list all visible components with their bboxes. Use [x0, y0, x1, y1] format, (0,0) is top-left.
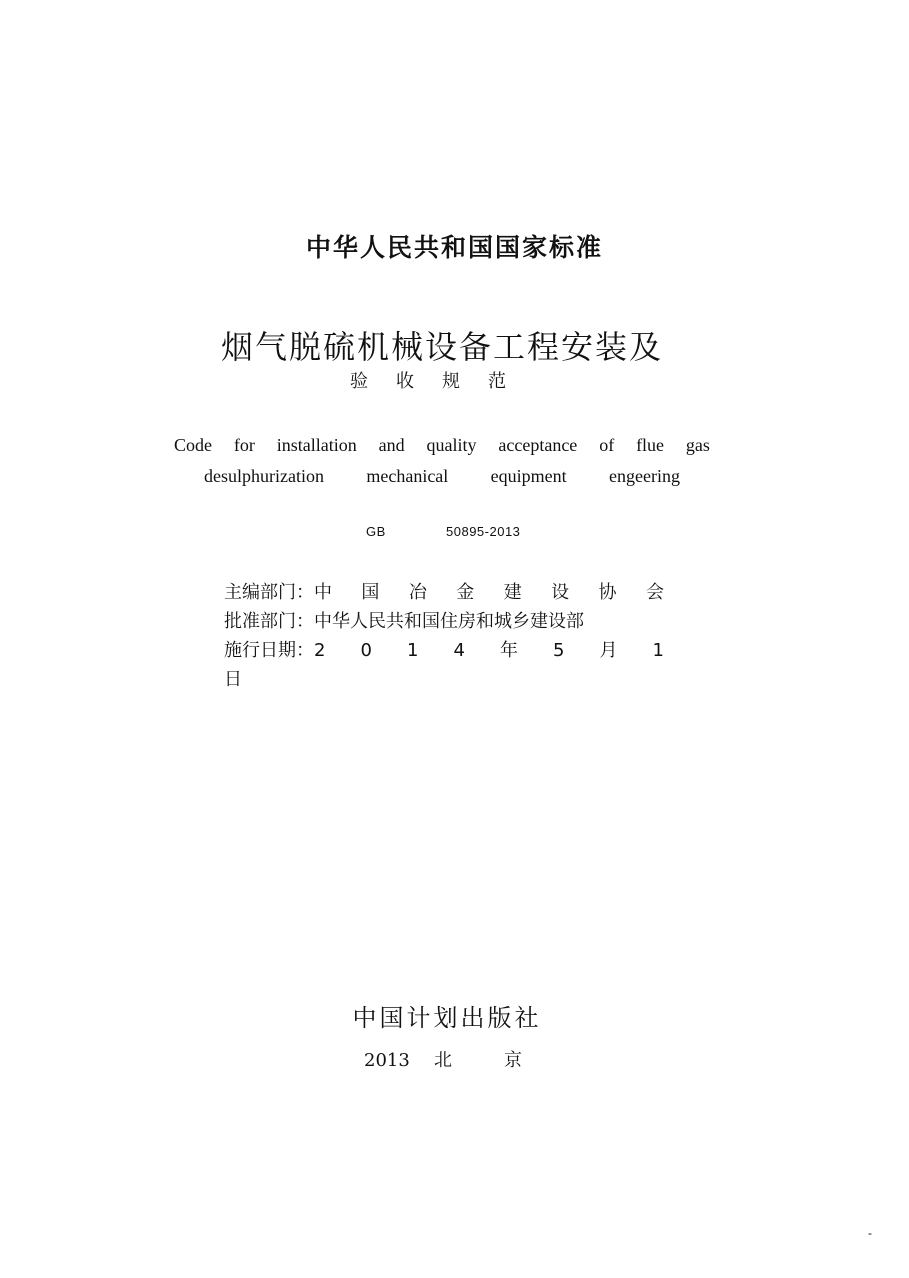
- title-en-line-1: [174, 430, 710, 461]
- editor-char: 协: [598, 582, 617, 603]
- approver-value: 中华人民共和国住房和城乡建设部: [314, 611, 584, 632]
- title-en-word: for: [233, 435, 255, 455]
- title-en-word: mechanical: [366, 466, 449, 486]
- editor-label: 主编部门：: [224, 582, 314, 603]
- document-title-cn: 烟气脱硫机械设备工程安装及: [220, 328, 663, 366]
- date-char: 1: [406, 640, 419, 661]
- date-char: 4: [453, 640, 465, 661]
- date-char: 2: [314, 640, 326, 661]
- editor-value: [314, 578, 664, 607]
- date-char: 年: [499, 640, 518, 661]
- title-en-word: Code: [174, 435, 212, 455]
- editor-char: 会: [645, 582, 664, 603]
- document-title-en: [174, 430, 710, 492]
- publication-city-char: 北: [434, 1050, 452, 1071]
- editor-char: 国: [361, 582, 380, 603]
- editor-char: 建: [503, 582, 522, 603]
- document-subtitle-cn: 验收规范: [350, 371, 534, 392]
- approver-row: [224, 607, 664, 636]
- page-corner-mark: -: [868, 1226, 872, 1240]
- effective-date-label: 施行日期：: [224, 640, 314, 661]
- editor-char: 金: [456, 582, 475, 603]
- publication-info: [224, 578, 664, 694]
- national-standard-heading: 中华人民共和国国家标准: [305, 233, 603, 262]
- title-en-word: quality: [426, 435, 477, 455]
- standard-prefix: GB: [366, 524, 386, 539]
- standard-code: [366, 524, 520, 539]
- date-char: 5: [552, 640, 565, 661]
- title-en-word: acceptance: [498, 435, 578, 455]
- title-en-word: desulphurization: [204, 466, 324, 486]
- approver-label: 批准部门：: [224, 611, 314, 632]
- effective-date-tail: 日: [224, 669, 242, 690]
- publisher-name: 中国计划出版社: [352, 1004, 542, 1032]
- effective-date-value: [314, 636, 664, 665]
- date-char: 0: [360, 640, 372, 661]
- title-en-word: gas: [685, 435, 710, 455]
- effective-date-row: [224, 636, 664, 665]
- date-char: 1: [652, 640, 664, 661]
- title-en-word: and: [378, 435, 405, 455]
- editor-char: 设: [551, 582, 570, 603]
- title-en-word: installation: [276, 435, 357, 455]
- publication-year: 2013: [364, 1050, 410, 1071]
- title-en-word: equipment: [490, 466, 567, 486]
- publication-place: [364, 1046, 522, 1072]
- standard-number: 50895-2013: [446, 524, 521, 539]
- title-en-line-2: [174, 461, 710, 492]
- publication-city-char: 京: [504, 1050, 522, 1071]
- editor-char: 中: [314, 582, 332, 603]
- title-en-word: flue: [636, 435, 665, 455]
- title-en-word: engeering: [609, 466, 680, 486]
- editor-char: 冶: [408, 582, 427, 603]
- date-char: 月: [599, 640, 618, 661]
- editor-row: [224, 578, 664, 607]
- title-en-word: of: [599, 435, 615, 455]
